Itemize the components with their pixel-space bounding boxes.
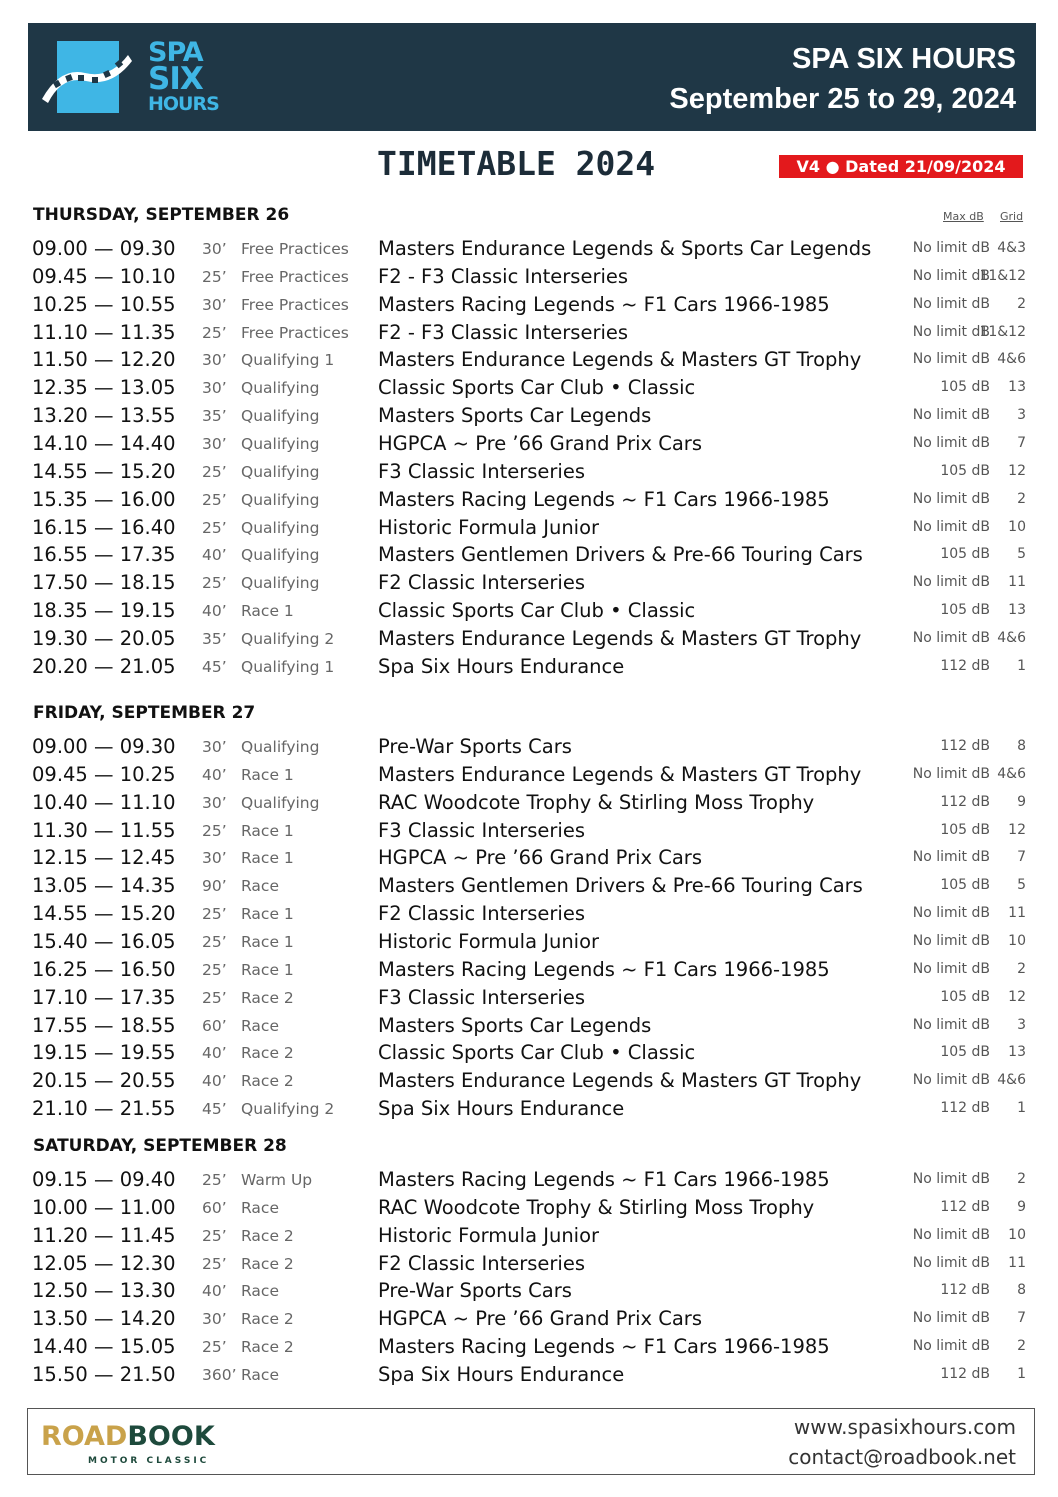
day-heading: FRIDAY, SEPTEMBER 27 <box>33 703 256 723</box>
session-type: Race 1 <box>241 765 294 784</box>
header-banner <box>28 23 1036 131</box>
time-range: 15.40 — 16.05 <box>32 929 176 953</box>
schedule-row <box>0 873 1058 901</box>
time-range: 20.20 — 21.05 <box>32 654 176 678</box>
roadbook-logo-subtitle: MOTOR CLASSIC <box>88 1456 210 1466</box>
schedule-row <box>0 985 1058 1013</box>
grid-number: 13 <box>1008 1044 1026 1061</box>
duration: 35’ <box>202 629 227 648</box>
event-name: Masters Endurance Legends & Masters GT Trophy <box>378 1069 862 1093</box>
max-db: No limit dB <box>912 849 990 866</box>
session-type: Race 2 <box>241 1072 294 1091</box>
max-db: No limit dB <box>912 1254 990 1271</box>
time-range: 11.20 — 11.45 <box>32 1223 176 1247</box>
max-db: 105 dB <box>940 988 990 1005</box>
time-range: 12.50 — 13.30 <box>32 1279 176 1303</box>
duration: 40’ <box>202 1072 227 1091</box>
session-type: Qualifying <box>241 490 320 509</box>
session-type: Free Practices <box>241 240 349 258</box>
session-type: Qualifying 2 <box>241 1100 335 1119</box>
schedule-row <box>0 1278 1058 1306</box>
max-db: No limit dB <box>912 1226 990 1243</box>
session-type: Qualifying <box>241 546 320 565</box>
max-db: 105 dB <box>940 546 990 563</box>
event-name: Masters Endurance Legends & Sports Car Legends <box>378 237 872 260</box>
grid-number: 1 <box>1017 1100 1026 1117</box>
grid-number: 1 <box>1017 657 1026 674</box>
event-name: Historic Formula Junior <box>378 1223 600 1247</box>
session-type: Qualifying <box>241 407 320 426</box>
time-range: 19.15 — 19.55 <box>32 1041 176 1065</box>
grid-number: 7 <box>1017 849 1026 866</box>
duration: 45’ <box>202 657 227 676</box>
max-db: No limit dB <box>912 518 990 535</box>
max-db: 105 dB <box>940 602 990 619</box>
schedule-row <box>0 901 1058 929</box>
schedule-row <box>0 929 1058 957</box>
duration: 25’ <box>202 905 227 924</box>
time-range: 19.30 — 20.05 <box>32 626 176 650</box>
event-name: Spa Six Hours Endurance <box>378 1097 625 1121</box>
duration: 40’ <box>202 546 227 565</box>
max-db: No limit dB <box>912 1016 990 1033</box>
logo-word-hours: HOURS <box>148 93 219 115</box>
grid-number: 11 <box>1008 1254 1026 1271</box>
duration: 30’ <box>202 295 227 314</box>
duration: 30’ <box>202 849 227 868</box>
event-name: Classic Sports Car Club • Classic <box>378 599 696 623</box>
max-db: 105 dB <box>940 1044 990 1061</box>
duration: 25’ <box>202 988 227 1007</box>
time-range: 11.50 — 12.20 <box>32 348 176 372</box>
session-type: Race 2 <box>241 1338 294 1357</box>
grid-number: 12 <box>1008 462 1026 479</box>
event-name: F3 Classic Interseries <box>378 459 585 483</box>
time-range: 13.20 — 13.55 <box>32 404 176 428</box>
event-name: Historic Formula Junior <box>378 929 600 953</box>
time-range: 15.35 — 16.00 <box>32 487 176 511</box>
grid-number: 11&12 <box>979 267 1026 284</box>
time-range: 09.00 — 09.30 <box>32 735 176 758</box>
time-range: 16.15 — 16.40 <box>32 515 176 539</box>
schedule-row <box>0 459 1058 487</box>
event-name: Masters Racing Legends ~ F1 Cars 1966-1985 <box>378 1168 830 1191</box>
schedule-row <box>0 1096 1058 1124</box>
event-name: Masters Racing Legends ~ F1 Cars 1966-1985 <box>378 487 830 511</box>
schedule-row <box>0 1334 1058 1362</box>
event-name: F2 Classic Interseries <box>378 902 585 926</box>
max-db: No limit dB <box>912 240 990 256</box>
duration: 25’ <box>202 518 227 537</box>
event-name: Masters Gentlemen Drivers & Pre-66 Touring Cars <box>378 874 863 898</box>
session-type: Race 1 <box>241 905 294 924</box>
grid-number: 7 <box>1017 434 1026 451</box>
schedule-row <box>0 375 1058 403</box>
duration: 60’ <box>202 1016 227 1035</box>
duration: 90’ <box>202 877 227 896</box>
grid-number: 2 <box>1017 1338 1026 1355</box>
roadbook-logo-book: BOOK <box>127 1421 215 1452</box>
schedule-row <box>0 1223 1058 1251</box>
session-type: Race 2 <box>241 988 294 1007</box>
max-db: 112 dB <box>940 793 990 810</box>
duration: 25’ <box>202 1254 227 1273</box>
duration: 25’ <box>202 323 227 342</box>
max-db: No limit dB <box>912 960 990 977</box>
duration: 25’ <box>202 1338 227 1357</box>
max-db: 105 dB <box>940 877 990 894</box>
time-range: 12.15 — 12.45 <box>32 846 176 870</box>
session-type: Race 2 <box>241 1254 294 1273</box>
schedule-row <box>0 515 1058 543</box>
event-name: F3 Classic Interseries <box>378 818 585 842</box>
schedule-row <box>0 762 1058 790</box>
session-type: Qualifying <box>241 738 320 756</box>
duration: 25’ <box>202 960 227 979</box>
max-db: No limit dB <box>912 323 990 340</box>
time-range: 14.55 — 15.20 <box>32 902 176 926</box>
event-name: Masters Endurance Legends & Masters GT Trophy <box>378 626 862 650</box>
max-db: No limit dB <box>912 1072 990 1089</box>
max-db: 105 dB <box>940 821 990 838</box>
event-name: Classic Sports Car Club • Classic <box>378 376 696 400</box>
schedule-row <box>0 1013 1058 1041</box>
max-db: No limit dB <box>912 629 990 646</box>
time-range: 09.45 — 10.25 <box>32 762 176 786</box>
schedule-row <box>0 654 1058 682</box>
max-db: No limit dB <box>912 407 990 424</box>
grid-number: 11&12 <box>979 323 1026 340</box>
email-link[interactable]: contact@roadbook.net <box>788 1445 1016 1469</box>
grid-number: 4&6 <box>997 351 1026 368</box>
grid-number: 10 <box>1008 932 1026 949</box>
event-name: Masters Sports Car Legends <box>378 1013 652 1037</box>
session-type: Qualifying <box>241 574 320 593</box>
max-db: No limit dB <box>912 932 990 949</box>
schedule-row <box>0 1068 1058 1096</box>
grid-number: 3 <box>1017 1016 1026 1033</box>
grid-number: 3 <box>1017 407 1026 424</box>
grid-number: 8 <box>1017 738 1026 754</box>
max-db: 112 dB <box>940 1365 990 1382</box>
grid-number: 13 <box>1008 379 1026 396</box>
duration: 25’ <box>202 490 227 509</box>
session-type: Qualifying <box>241 793 320 812</box>
event-name: Pre-War Sports Cars <box>378 1279 572 1303</box>
duration: 45’ <box>202 1100 227 1119</box>
day-heading: THURSDAY, SEPTEMBER 26 <box>33 205 290 225</box>
time-range: 14.55 — 15.20 <box>32 459 176 483</box>
time-range: 13.05 — 14.35 <box>32 874 176 898</box>
session-type: Race 1 <box>241 849 294 868</box>
session-type: Free Practices <box>241 295 349 314</box>
session-type: Qualifying <box>241 518 320 537</box>
time-range: 17.10 — 17.35 <box>32 985 176 1009</box>
session-type: Race <box>241 1016 279 1035</box>
time-range: 12.35 — 13.05 <box>32 376 176 400</box>
schedule-row <box>0 1251 1058 1279</box>
time-range: 17.50 — 18.15 <box>32 571 176 595</box>
event-name: RAC Woodcote Trophy & Stirling Moss Trophy <box>378 1195 815 1219</box>
session-type: Qualifying <box>241 379 320 398</box>
session-type: Race 1 <box>241 821 294 840</box>
event-name: Masters Endurance Legends & Masters GT Trophy <box>378 348 862 372</box>
grid-number: 2 <box>1017 1171 1026 1187</box>
event-name: Classic Sports Car Club • Classic <box>378 1041 696 1065</box>
event-name: F2 Classic Interseries <box>378 1251 585 1275</box>
duration: 30’ <box>202 240 227 258</box>
time-range: 17.55 — 18.55 <box>32 1013 176 1037</box>
time-range: 09.15 — 09.40 <box>32 1168 176 1191</box>
time-range: 10.25 — 10.55 <box>32 292 176 316</box>
event-name: Pre-War Sports Cars <box>378 735 572 758</box>
col-header-grid: Grid <box>1000 210 1024 223</box>
duration: 30’ <box>202 1310 227 1329</box>
grid-number: 2 <box>1017 490 1026 507</box>
schedule-row <box>0 236 1058 264</box>
session-type: Free Practices <box>241 267 349 286</box>
schedule-row <box>0 626 1058 654</box>
schedule-row <box>0 264 1058 292</box>
event-name: HGPCA ~ Pre ’66 Grand Prix Cars <box>378 431 702 455</box>
duration: 25’ <box>202 462 227 481</box>
session-type: Race <box>241 1365 279 1384</box>
version-badge: V4 ● Dated 21/09/2024 <box>779 155 1023 178</box>
spa-six-hours-logo <box>40 37 230 117</box>
time-range: 10.00 — 11.00 <box>32 1195 176 1219</box>
session-type: Warm Up <box>241 1171 313 1189</box>
event-name: Spa Six Hours Endurance <box>378 654 625 678</box>
session-type: Race 2 <box>241 1310 294 1329</box>
duration: 40’ <box>202 1044 227 1063</box>
schedule-row <box>0 1362 1058 1390</box>
roadbook-logo-road: ROAD <box>41 1421 128 1452</box>
max-db: No limit dB <box>912 574 990 591</box>
session-type: Race <box>241 877 279 896</box>
session-type: Race 1 <box>241 932 294 951</box>
time-range: 16.55 — 17.35 <box>32 543 176 567</box>
schedule-row <box>0 1040 1058 1068</box>
session-type: Free Practices <box>241 323 349 342</box>
schedule-row <box>0 957 1058 985</box>
duration: 40’ <box>202 602 227 621</box>
grid-number: 2 <box>1017 960 1026 977</box>
duration: 25’ <box>202 821 227 840</box>
duration: 40’ <box>202 765 227 784</box>
time-range: 11.30 — 11.55 <box>32 818 176 842</box>
session-type: Race 1 <box>241 602 294 621</box>
grid-number: 7 <box>1017 1310 1026 1327</box>
time-range: 12.05 — 12.30 <box>32 1251 176 1275</box>
grid-number: 4&6 <box>997 629 1026 646</box>
session-type: Qualifying <box>241 462 320 481</box>
max-db: No limit dB <box>912 351 990 368</box>
logo-word-six: SIX <box>148 61 203 97</box>
event-title: SPA SIX HOURS <box>792 43 1016 75</box>
max-db: 105 dB <box>940 462 990 479</box>
time-range: 09.45 — 10.10 <box>32 264 176 288</box>
max-db: No limit dB <box>912 490 990 507</box>
grid-number: 12 <box>1008 988 1026 1005</box>
schedule-row <box>0 598 1058 626</box>
event-name: Spa Six Hours Endurance <box>378 1362 625 1386</box>
schedule-row <box>0 403 1058 431</box>
duration: 360’ <box>202 1365 237 1384</box>
grid-number: 9 <box>1017 793 1026 810</box>
session-type: Qualifying 1 <box>241 351 335 370</box>
duration: 30’ <box>202 793 227 812</box>
schedule-row <box>0 1195 1058 1223</box>
session-type: Race 2 <box>241 1226 294 1245</box>
time-range: 14.40 — 15.05 <box>32 1335 176 1359</box>
session-type: Race 1 <box>241 960 294 979</box>
logo-word-spa: SPA <box>148 37 203 68</box>
checkered-flag-icon <box>40 37 140 117</box>
event-name: Historic Formula Junior <box>378 515 600 539</box>
grid-number: 9 <box>1017 1198 1026 1215</box>
time-range: 09.00 — 09.30 <box>32 237 176 260</box>
schedule-row <box>0 292 1058 320</box>
grid-number: 8 <box>1017 1282 1026 1299</box>
day-heading: SATURDAY, SEPTEMBER 28 <box>33 1136 287 1156</box>
grid-number: 1 <box>1017 1365 1026 1382</box>
session-type: Race 2 <box>241 1044 294 1063</box>
duration: 25’ <box>202 267 227 286</box>
session-type: Qualifying <box>241 434 320 453</box>
website-link[interactable]: www.spasixhours.com <box>793 1415 1016 1439</box>
session-type: Qualifying 2 <box>241 629 335 648</box>
grid-number: 12 <box>1008 821 1026 838</box>
schedule-row <box>0 1167 1058 1195</box>
grid-number: 11 <box>1008 574 1026 591</box>
event-name: Masters Gentlemen Drivers & Pre-66 Touring Cars <box>378 543 863 567</box>
grid-number: 4&6 <box>997 765 1026 782</box>
time-range: 21.10 — 21.55 <box>32 1097 176 1121</box>
schedule-row <box>0 487 1058 515</box>
footer <box>27 1408 1035 1475</box>
session-type: Race <box>241 1198 279 1217</box>
duration: 25’ <box>202 1226 227 1245</box>
event-name: HGPCA ~ Pre ’66 Grand Prix Cars <box>378 1307 702 1331</box>
event-name: RAC Woodcote Trophy & Stirling Moss Trophy <box>378 790 815 814</box>
grid-number: 10 <box>1008 518 1026 535</box>
schedule-row <box>0 542 1058 570</box>
max-db: 112 dB <box>940 1100 990 1117</box>
schedule-row <box>0 734 1058 762</box>
time-range: 15.50 — 21.50 <box>32 1362 176 1386</box>
session-type: Race <box>241 1282 279 1301</box>
session-type: Qualifying 1 <box>241 657 335 676</box>
event-name: Masters Endurance Legends & Masters GT Trophy <box>378 762 862 786</box>
max-db: No limit dB <box>912 434 990 451</box>
duration: 30’ <box>202 434 227 453</box>
max-db: 112 dB <box>940 1198 990 1215</box>
duration: 25’ <box>202 574 227 593</box>
grid-number: 5 <box>1017 877 1026 894</box>
max-db: No limit dB <box>912 1338 990 1355</box>
max-db: No limit dB <box>912 765 990 782</box>
grid-number: 11 <box>1008 905 1026 922</box>
duration: 35’ <box>202 407 227 426</box>
time-range: 13.50 — 14.20 <box>32 1307 176 1331</box>
schedule-row <box>0 431 1058 459</box>
roadbook-logo <box>41 1421 215 1452</box>
max-db: 112 dB <box>940 657 990 674</box>
time-range: 20.15 — 20.55 <box>32 1069 176 1093</box>
time-range: 10.40 — 11.10 <box>32 790 176 814</box>
max-db: No limit dB <box>912 1310 990 1327</box>
col-header-max-db: Max dB <box>943 210 984 223</box>
event-dates: September 25 to 29, 2024 <box>669 83 1016 115</box>
grid-number: 4&3 <box>997 240 1026 256</box>
time-range: 16.25 — 16.50 <box>32 957 176 981</box>
max-db: No limit dB <box>912 905 990 922</box>
event-name: Masters Sports Car Legends <box>378 404 652 428</box>
page-title: TIMETABLE 2024 <box>377 144 656 183</box>
time-range: 18.35 — 19.15 <box>32 599 176 623</box>
grid-number: 2 <box>1017 295 1026 312</box>
event-name: F2 - F3 Classic Interseries <box>378 320 629 344</box>
event-name: Masters Racing Legends ~ F1 Cars 1966-1985 <box>378 292 830 316</box>
schedule-row <box>0 1306 1058 1334</box>
duration: 30’ <box>202 351 227 370</box>
schedule-row <box>0 347 1058 375</box>
time-range: 14.10 — 14.40 <box>32 431 176 455</box>
schedule-row <box>0 845 1058 873</box>
max-db: 112 dB <box>940 1282 990 1299</box>
max-db: No limit dB <box>912 295 990 312</box>
grid-number: 4&6 <box>997 1072 1026 1089</box>
duration: 25’ <box>202 1171 227 1189</box>
event-name: Masters Racing Legends ~ F1 Cars 1966-1985 <box>378 957 830 981</box>
schedule-row <box>0 320 1058 348</box>
max-db: 105 dB <box>940 379 990 396</box>
time-range: 11.10 — 11.35 <box>32 320 176 344</box>
duration: 60’ <box>202 1198 227 1217</box>
schedule-row <box>0 570 1058 598</box>
grid-number: 10 <box>1008 1226 1026 1243</box>
duration: 30’ <box>202 379 227 398</box>
event-name: F2 Classic Interseries <box>378 571 585 595</box>
duration: 25’ <box>202 932 227 951</box>
duration: 30’ <box>202 738 227 756</box>
schedule-row <box>0 790 1058 818</box>
duration: 40’ <box>202 1282 227 1301</box>
max-db: 112 dB <box>940 738 990 754</box>
event-name: HGPCA ~ Pre ’66 Grand Prix Cars <box>378 846 702 870</box>
max-db: No limit dB <box>912 1171 990 1187</box>
schedule-row <box>0 818 1058 846</box>
event-name: F3 Classic Interseries <box>378 985 585 1009</box>
max-db: No limit dB <box>912 267 990 284</box>
event-name: F2 - F3 Classic Interseries <box>378 264 629 288</box>
event-name: Masters Racing Legends ~ F1 Cars 1966-1985 <box>378 1335 830 1359</box>
grid-number: 13 <box>1008 602 1026 619</box>
grid-number: 5 <box>1017 546 1026 563</box>
